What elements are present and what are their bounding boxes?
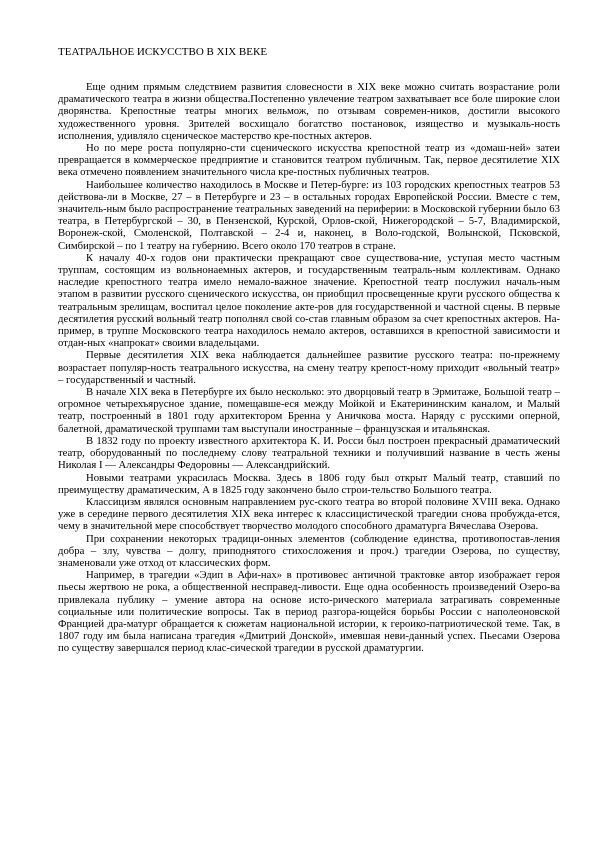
document-title: ТЕАТРАЛЬНОЕ ИСКУССТВО В XIX ВЕКЕ: [58, 46, 268, 58]
paragraph: К началу 40-х годов они практически прекращают свое существова-ние, уступая место частным труппам, состоящим из вольнонаемных актеров, и государственным театраль-ным коллективам. Однако наследие крепостного театра имело немало-важное значение. Крепостной театр послужил началь-ным этапом в развитии русского сценического искусства, он приобщил просвещенные круги русского общества к театральным зрелищам, воспитал целое поколение акте-ров для государственной и частной сцены. В первые десятилетия русский вольный театр пополнял свой со-став главным образом за счет крепостных актеров. На-пример, в труппе Московского театра находилось немало актеров, оставшихся в крепостной зависимости и отдан-ных «напрокат» своими владельцами.: [58, 251, 560, 350]
paragraph: Но по мере роста популярно-сти сценического искусства крепостной театр из «домаш-ней» затеи превращается в коммерческое предприятие и становится театром публичным. Так, первое десятилетие XIX века отмечено появлением значительного числа кре-постных публичных театров.: [58, 142, 560, 179]
paragraph: Первые десятилетия XIX века наблюдается дальнейшее развитие русского театра: по-прежнему возрастает популяр-ность театрального искусства, на смену театру крепост-ному приходит «вольный театр» – государственный и частный.: [58, 349, 560, 386]
paragraph: В начале XIX века в Петербурге их было несколько: это дворцовый театр в Эрмитаже, Большой театр – огромное четырехъярусное здание, помещавше-еся между Мойкой и Екатерининским каналом, и Малый театр, построенный в 1801 году архитектором Бренна у Аничкова моста. Наряду с русскими оперной, балетной, драматической труппами там выступали иностранные – французская и итальянская.: [58, 386, 560, 435]
paragraph: В 1832 году по проекту известного архитектора К. И. Росси был построен прекрасный драматический театр, оборудованный по последнему слову театральной техники и получивший название в честь жены Николая I — Александры Федоровны — Александрийский.: [58, 434, 560, 472]
paragraph: Наибольшее количество находилось в Москве и Петер-бурге: из 103 городских крепостных театров 53 действова-ли в Москве, 27 – в Петербурге и 23 – в остальных городах Европейской России. Вместе с тем, значитель-ным было распространение театральных заведений на периферии: в Московской губернии было 63 театра, в Петербургской – 30, в Пензенской, Курской, Орлов-ской, Нижегородской – 5-7, Владимирской, Воронеж-ской, Смоленской, Полтавской – 2-4 и, наконец, в Воло-годской, Волынской, Псковской, Симбирской – по 1 театру на губернию. Всего около 170 театров в стране.: [58, 178, 560, 252]
document-body: [58, 81, 560, 655]
paragraph: Например, в трагедии «Эдип в Афи-нах» в противовес античной трактовке автор изображает героя пьесы жертвою не рока, а общественной несправед-ливости. Еще одна особенность произведений Озеро-ва привлекала публику – умение автора на основе исто-рического материала затрагивать современные социальные или политические вопросы. Так в период разгора-ющейся борьбы России с наполеоновской Францией дра-матург обращается к сюжетам национальной истории, к героико-патриотической теме. Так, в 1807 году им была написана трагедия «Дмитрий Донской», имевшая неви-данный успех. Пьесами Озерова по существу завершался период клас-сической трагедии в русской драматургии.: [58, 569, 560, 655]
paragraph: Классицизм являлся основным направлением рус-ского театра во второй половине XVIII века. Однако уже в середине первого десятилетия XIX века интерес к классицистической трагедии снова пробужда-ется, чему в значительной мере способствует творчество молодого способного драматурга Вячеслава Озерова.: [58, 495, 560, 533]
paragraph: Новыми театрами украсилась Москва. Здесь в 1806 году был открыт Малый театр, ставший по преимуществу драматическим, А в 1825 году закончено было строи-тельство Большого театра.: [58, 471, 560, 496]
paragraph: При сохранении некоторых традици-онных элементов (соблюдение единства, противопостав-ления добра – злу, чувства – долгу, приподнятого стихосложения и проч.) трагедии Озерова, по существу, знаменовали уже отход от классических форм.: [58, 532, 560, 569]
paragraph: Еще одним прямым следствием развития словесности в XIX веке можно считать возрастание роли драматического театра в жизни общества.Постепенно увлечение театром захватывает все боле широкие слои дворянства. Крепостные театры многих вельмож, по отзывам современ-ников, достигли высокого художественного уровня. Зрителей восхищало богатство постановок, изящество и музыкаль-ность исполнения, удивляло сценическое мастерство кре-постных актеров.: [58, 81, 560, 142]
